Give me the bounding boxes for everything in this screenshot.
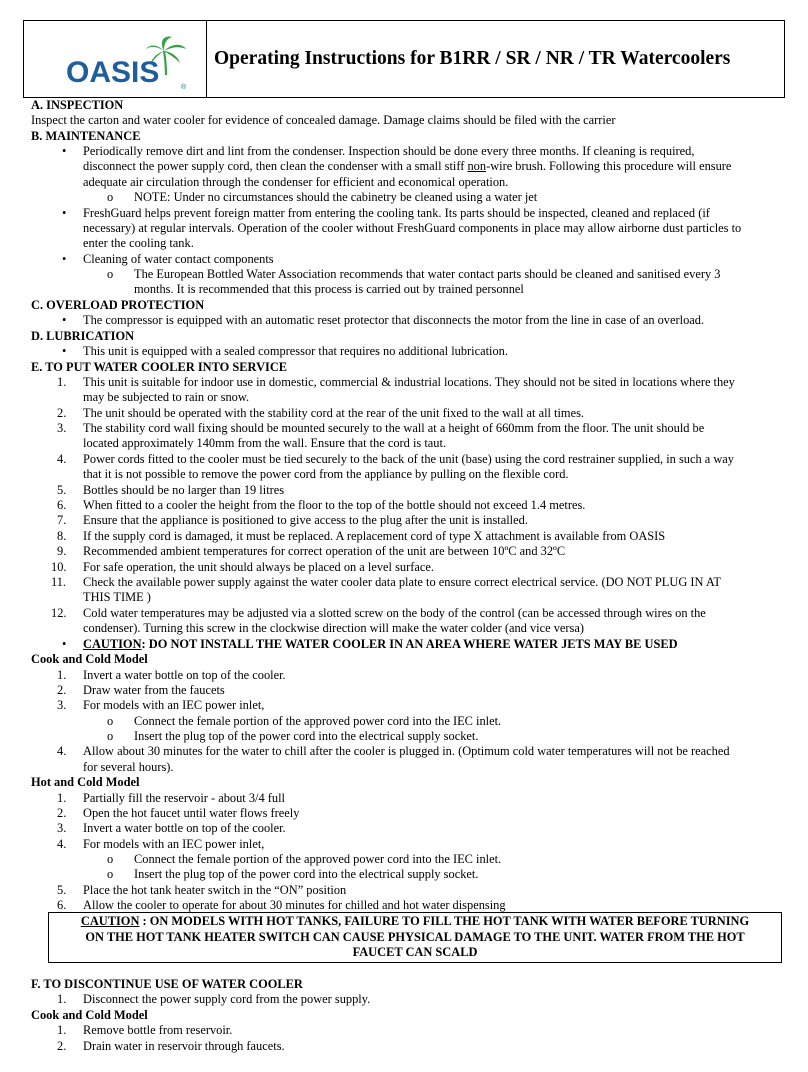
text-line: Partially fill the reservoir - about 3/4 full [83, 791, 285, 805]
text-line: Cleaning of water contact components [83, 252, 274, 266]
section-d-heading: D. LUBRICATION [31, 329, 135, 343]
registered-mark: ® [181, 84, 187, 91]
text-line: Connect the female portion of the approved power cord into the IEC inlet. [134, 852, 502, 866]
text-line: The European Bottled Water Association recommends that water contact parts should be cleaned and sanitised every 3 [134, 267, 721, 281]
text-line: Periodically remove dirt and lint from the condenser. Inspection should be done every three months. If cleaning is required, [83, 144, 695, 158]
text-line: This unit is suitable for indoor use in domestic, commercial & industrial locations. They should not be sited in locations where they [83, 375, 735, 389]
cook-cold-heading: Cook and Cold Model [31, 652, 148, 666]
underlined-text: non [467, 159, 487, 173]
cook-cold-heading-2: Cook and Cold Model [31, 1008, 148, 1022]
number-marker: 1. [57, 791, 67, 805]
sub-marker: o [107, 867, 114, 881]
sub-marker: o [107, 729, 114, 743]
bullet-marker: • [62, 313, 67, 327]
text-line: The stability cord wall fixing should be mounted securely to the wall at a height of 660mm from the floor. The unit should be [83, 421, 705, 435]
number-marker: 3. [57, 821, 67, 835]
text-line: For models with an IEC power inlet, [83, 837, 265, 851]
text-line: Cold water temperatures may be adjusted via a slotted screw on the body of the control (can be accessed through wires on the [83, 606, 706, 620]
number-marker: 3. [57, 698, 67, 712]
text-line: For models with an IEC power inlet, [83, 698, 265, 712]
logo-wordmark: OASIS [66, 56, 160, 89]
document-title: Operating Instructions for B1RR / SR / NR / TR Watercoolers [214, 48, 731, 69]
caution-box-line: ON THE HOT TANK HEATER SWITCH CAN CAUSE PHYSICAL DAMAGE TO THE UNIT. WATER FROM THE HOT [85, 929, 745, 944]
text-line: Drain water in reservoir through faucets. [83, 1039, 285, 1053]
number-marker: 2. [57, 806, 67, 820]
text-line: Ensure that the appliance is positioned to give access to the plug after the unit is installed. [83, 513, 528, 527]
section-e-heading: E. TO PUT WATER COOLER INTO SERVICE [31, 360, 288, 374]
text-line: Invert a water bottle on top of the cooler. [83, 821, 286, 835]
text-line: adequate air circulation through the condenser for efficient and economical operation. [83, 175, 509, 189]
document-header [23, 20, 785, 98]
number-marker: 4. [57, 744, 67, 758]
caution-box-line [49, 914, 781, 930]
text-line: Place the hot tank heater switch in the “ON” position [83, 883, 347, 897]
number-marker: 2. [57, 1039, 67, 1053]
text-line: necessary) at regular intervals. Operation of the cooler without FreshGuard components in place may allow airborne dust particles to [83, 221, 742, 235]
hot-tank-caution-box [48, 912, 782, 963]
caution-text: : ON MODELS WITH HOT TANKS, FAILURE TO FILL THE HOT TANK WITH WATER BEFORE TURNING [139, 914, 750, 928]
sub-marker: o [107, 267, 114, 281]
number-marker: 6. [57, 898, 67, 912]
text-span: disconnect the power supply cord, then clean the condenser with a small stiff [83, 159, 468, 173]
number-marker: 7. [57, 513, 67, 527]
section-b-heading: B. MAINTENANCE [31, 129, 141, 143]
text-line: Remove bottle from reservoir. [83, 1023, 233, 1037]
number-marker: 6. [57, 498, 67, 512]
bullet-marker: • [62, 344, 67, 358]
text-line: Disconnect the power supply cord from the power supply. [83, 992, 371, 1006]
text-line: that it is not possible to remove the power cord from the appliance by pulling on the flexible cord. [83, 467, 569, 481]
section-a-heading: A. INSPECTION [31, 98, 124, 112]
number-marker: 1. [57, 375, 67, 389]
text-line: Insert the plug top of the power cord into the electrical supply socket. [134, 729, 479, 743]
number-marker: 1. [57, 668, 67, 682]
number-marker: 4. [57, 452, 67, 466]
number-marker: 12. [51, 606, 67, 620]
bullet-marker: • [62, 637, 67, 651]
number-marker: 4. [57, 837, 67, 851]
text-span: -wire brush. Following this procedure will ensure [486, 159, 732, 173]
bullet-marker: • [62, 206, 67, 220]
sub-marker: o [107, 190, 114, 204]
number-marker: 5. [57, 483, 67, 497]
hot-cold-heading: Hot and Cold Model [31, 775, 140, 789]
text-line: Recommended ambient temperatures for correct operation of the unit are between 10ºC and 32ºC [83, 544, 566, 558]
text-line: Open the hot faucet until water flows freely [83, 806, 300, 820]
text-line: This unit is equipped with a sealed compressor that requires no additional lubrication. [83, 344, 508, 358]
text-line: When fitted to a cooler the height from the floor to the top of the bottle should not exceed 1.4 metres. [83, 498, 586, 512]
section-c-heading: C. OVERLOAD PROTECTION [31, 298, 205, 312]
text-line: Check the available power supply against the water cooler data plate to ensure correct electrical service. (DO NOT PLUG IN AT [83, 575, 721, 589]
text-line: Allow about 30 minutes for the water to chill after the cooler is plugged in. (Optimum cold water temperatures will not be reached [83, 744, 730, 758]
text-line: Allow the cooler to operate for about 30 minutes for chilled and hot water dispensing [83, 898, 506, 912]
bullet-marker: • [62, 252, 67, 266]
text-line: for several hours). [83, 760, 174, 774]
text-line: Connect the female portion of the approved power cord into the IEC inlet. [134, 714, 502, 728]
text-line: Draw water from the faucets [83, 683, 225, 697]
text-line: Insert the plug top of the power cord into the electrical supply socket. [134, 867, 479, 881]
caution-text: : DO NOT INSTALL THE WATER COOLER IN AN AREA WHERE WATER JETS MAY BE USED [141, 637, 678, 651]
text-line: months. It is recommended that this process is carried out by trained personnel [134, 282, 524, 296]
number-marker: 11. [51, 575, 67, 589]
text-line: located approximately 140mm from the wall. Ensure that the cord is taut. [83, 436, 447, 450]
text-line: THIS TIME ) [83, 590, 151, 604]
caution-line [83, 637, 678, 652]
text-line: enter the cooling tank. [83, 236, 194, 250]
text-line: Power cords fitted to the cooler must be tied securely to the back of the unit (base) using the cord restrainer supplied, in such a way [83, 452, 735, 466]
sub-marker: o [107, 714, 114, 728]
section-f-heading: F. TO DISCONTINUE USE OF WATER COOLER [31, 977, 303, 991]
sub-marker: o [107, 852, 114, 866]
text-line [83, 159, 731, 174]
text-line: may be subjected to rain or snow. [83, 390, 250, 404]
text-line: condenser). Turning this screw in the clockwise direction will make the water colder (and vice versa) [83, 621, 584, 635]
number-marker: 1. [57, 1023, 67, 1037]
text-line: FreshGuard helps prevent foreign matter from entering the cooling tank. Its parts should be inspected, cleaned and replaced (if [83, 206, 710, 220]
number-marker: 2. [57, 683, 67, 697]
text-line: The unit should be operated with the stability cord at the rear of the unit fixed to the wall at all times. [83, 406, 584, 420]
number-marker: 10. [51, 560, 67, 574]
text-line: NOTE: Under no circumstances should the cabinetry be cleaned using a water jet [134, 190, 538, 204]
number-marker: 9. [57, 544, 67, 558]
text-line: If the supply cord is damaged, it must be replaced. A replacement cord of type X attachment is available from OASIS [83, 529, 666, 543]
text-line: Invert a water bottle on top of the cooler. [83, 668, 286, 682]
caution-word: CAUTION [83, 637, 142, 651]
caution-word: CAUTION [80, 914, 140, 928]
bullet-marker: • [62, 144, 67, 158]
text-line: For safe operation, the unit should always be placed on a level surface. [83, 560, 434, 574]
text-line: Bottles should be no larger than 19 litres [83, 483, 285, 497]
section-a-text: Inspect the carton and water cooler for evidence of concealed damage. Damage claims should be filed with the carrier [31, 113, 616, 127]
number-marker: 8. [57, 529, 67, 543]
number-marker: 5. [57, 883, 67, 897]
caution-box-line: FAUCET CAN SCALD [352, 945, 478, 959]
number-marker: 2. [57, 406, 67, 420]
text-line: The compressor is equipped with an automatic reset protector that disconnects the motor from the line in case of an overload. [83, 313, 705, 327]
number-marker: 1. [57, 992, 67, 1006]
oasis-logo [24, 21, 207, 97]
number-marker: 3. [57, 421, 67, 435]
